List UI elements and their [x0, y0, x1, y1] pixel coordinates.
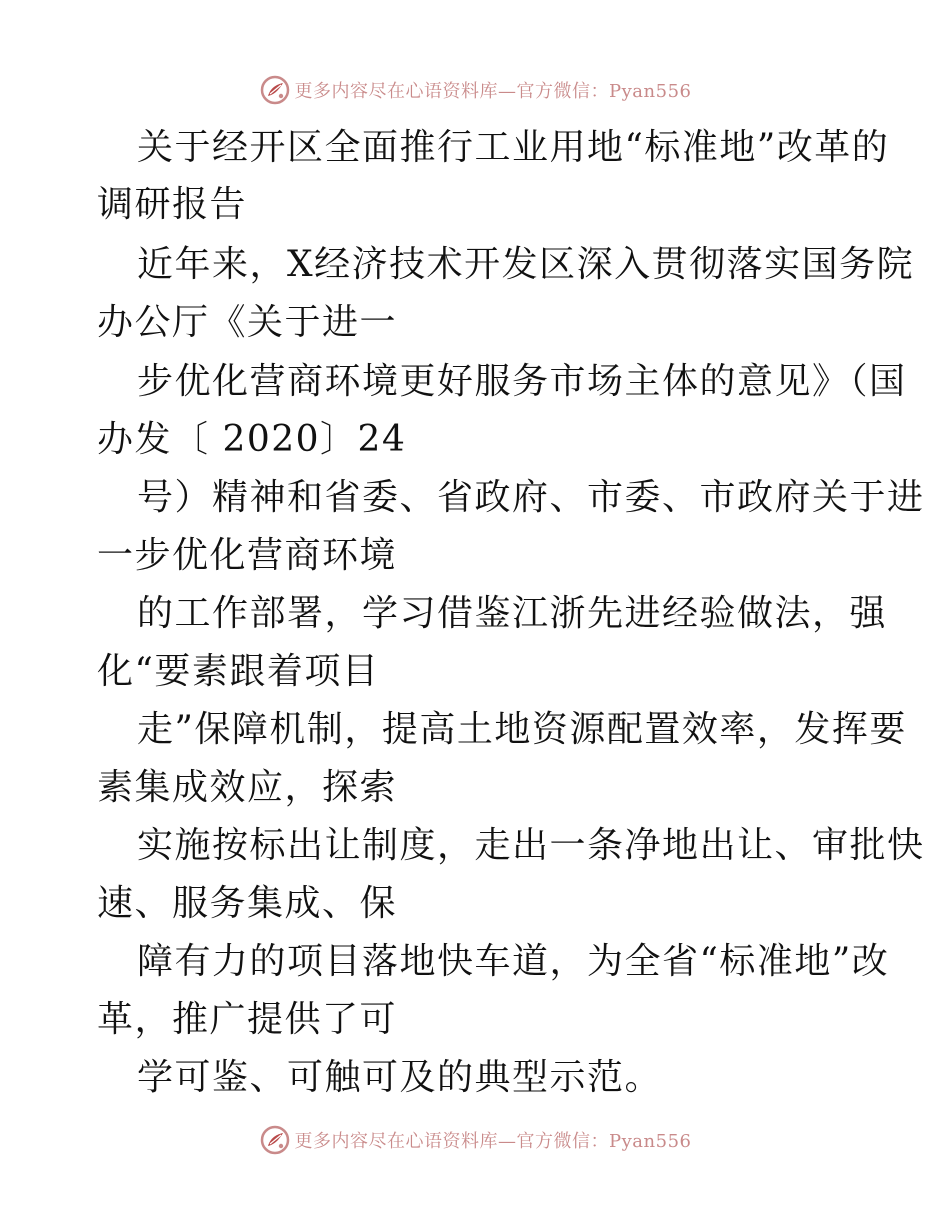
text-line: 步优化营商环境更好服务市场主体的意见》（国: [137, 361, 907, 402]
header-watermark: [0, 70, 950, 110]
text-line: 素集成效应，探索: [97, 767, 398, 808]
text-line: 学可鉴、可触可及的典型示范。: [137, 1057, 663, 1098]
watermark-text: 更多内容尽在心语资料库—官方微信：Pyan556: [294, 1131, 692, 1152]
flower-logo-icon: [259, 74, 291, 106]
text-line: 调研报告: [97, 184, 248, 225]
text-line: 速、服务集成、保: [97, 883, 398, 924]
text-line: 近年来，X经济技术开发区深入贯彻落实国务院: [137, 244, 915, 285]
text-line: 的工作部署，学习借鉴江浙先进经验做法，强: [137, 593, 888, 634]
footer-watermark: [0, 1120, 950, 1160]
text-line: 关于经开区全面推行工业用地“标准地”改革的: [137, 127, 890, 168]
text-line: 办发〔 2020〕24: [97, 419, 407, 460]
text-line: 革，推广提供了可: [97, 999, 398, 1040]
text-line: 号）精神和省委、省政府、市委、市政府关于进: [137, 477, 925, 518]
text-line: 办公厅《关于进一: [97, 302, 398, 343]
watermark-text: 更多内容尽在心语资料库—官方微信：Pyan556: [294, 81, 692, 102]
flower-logo-icon: [259, 1124, 291, 1156]
text-line: 障有力的项目落地快车道，为全省“标准地”改: [137, 941, 890, 982]
text-line: 一步优化营商环境: [97, 535, 398, 576]
text-line: 实施按标出让制度，走出一条净地出让、审批快: [137, 825, 925, 866]
text-line: 走”保障机制，提高土地资源配置效率，发挥要: [137, 709, 907, 750]
text-line: 化“要素跟着项目: [97, 651, 380, 692]
